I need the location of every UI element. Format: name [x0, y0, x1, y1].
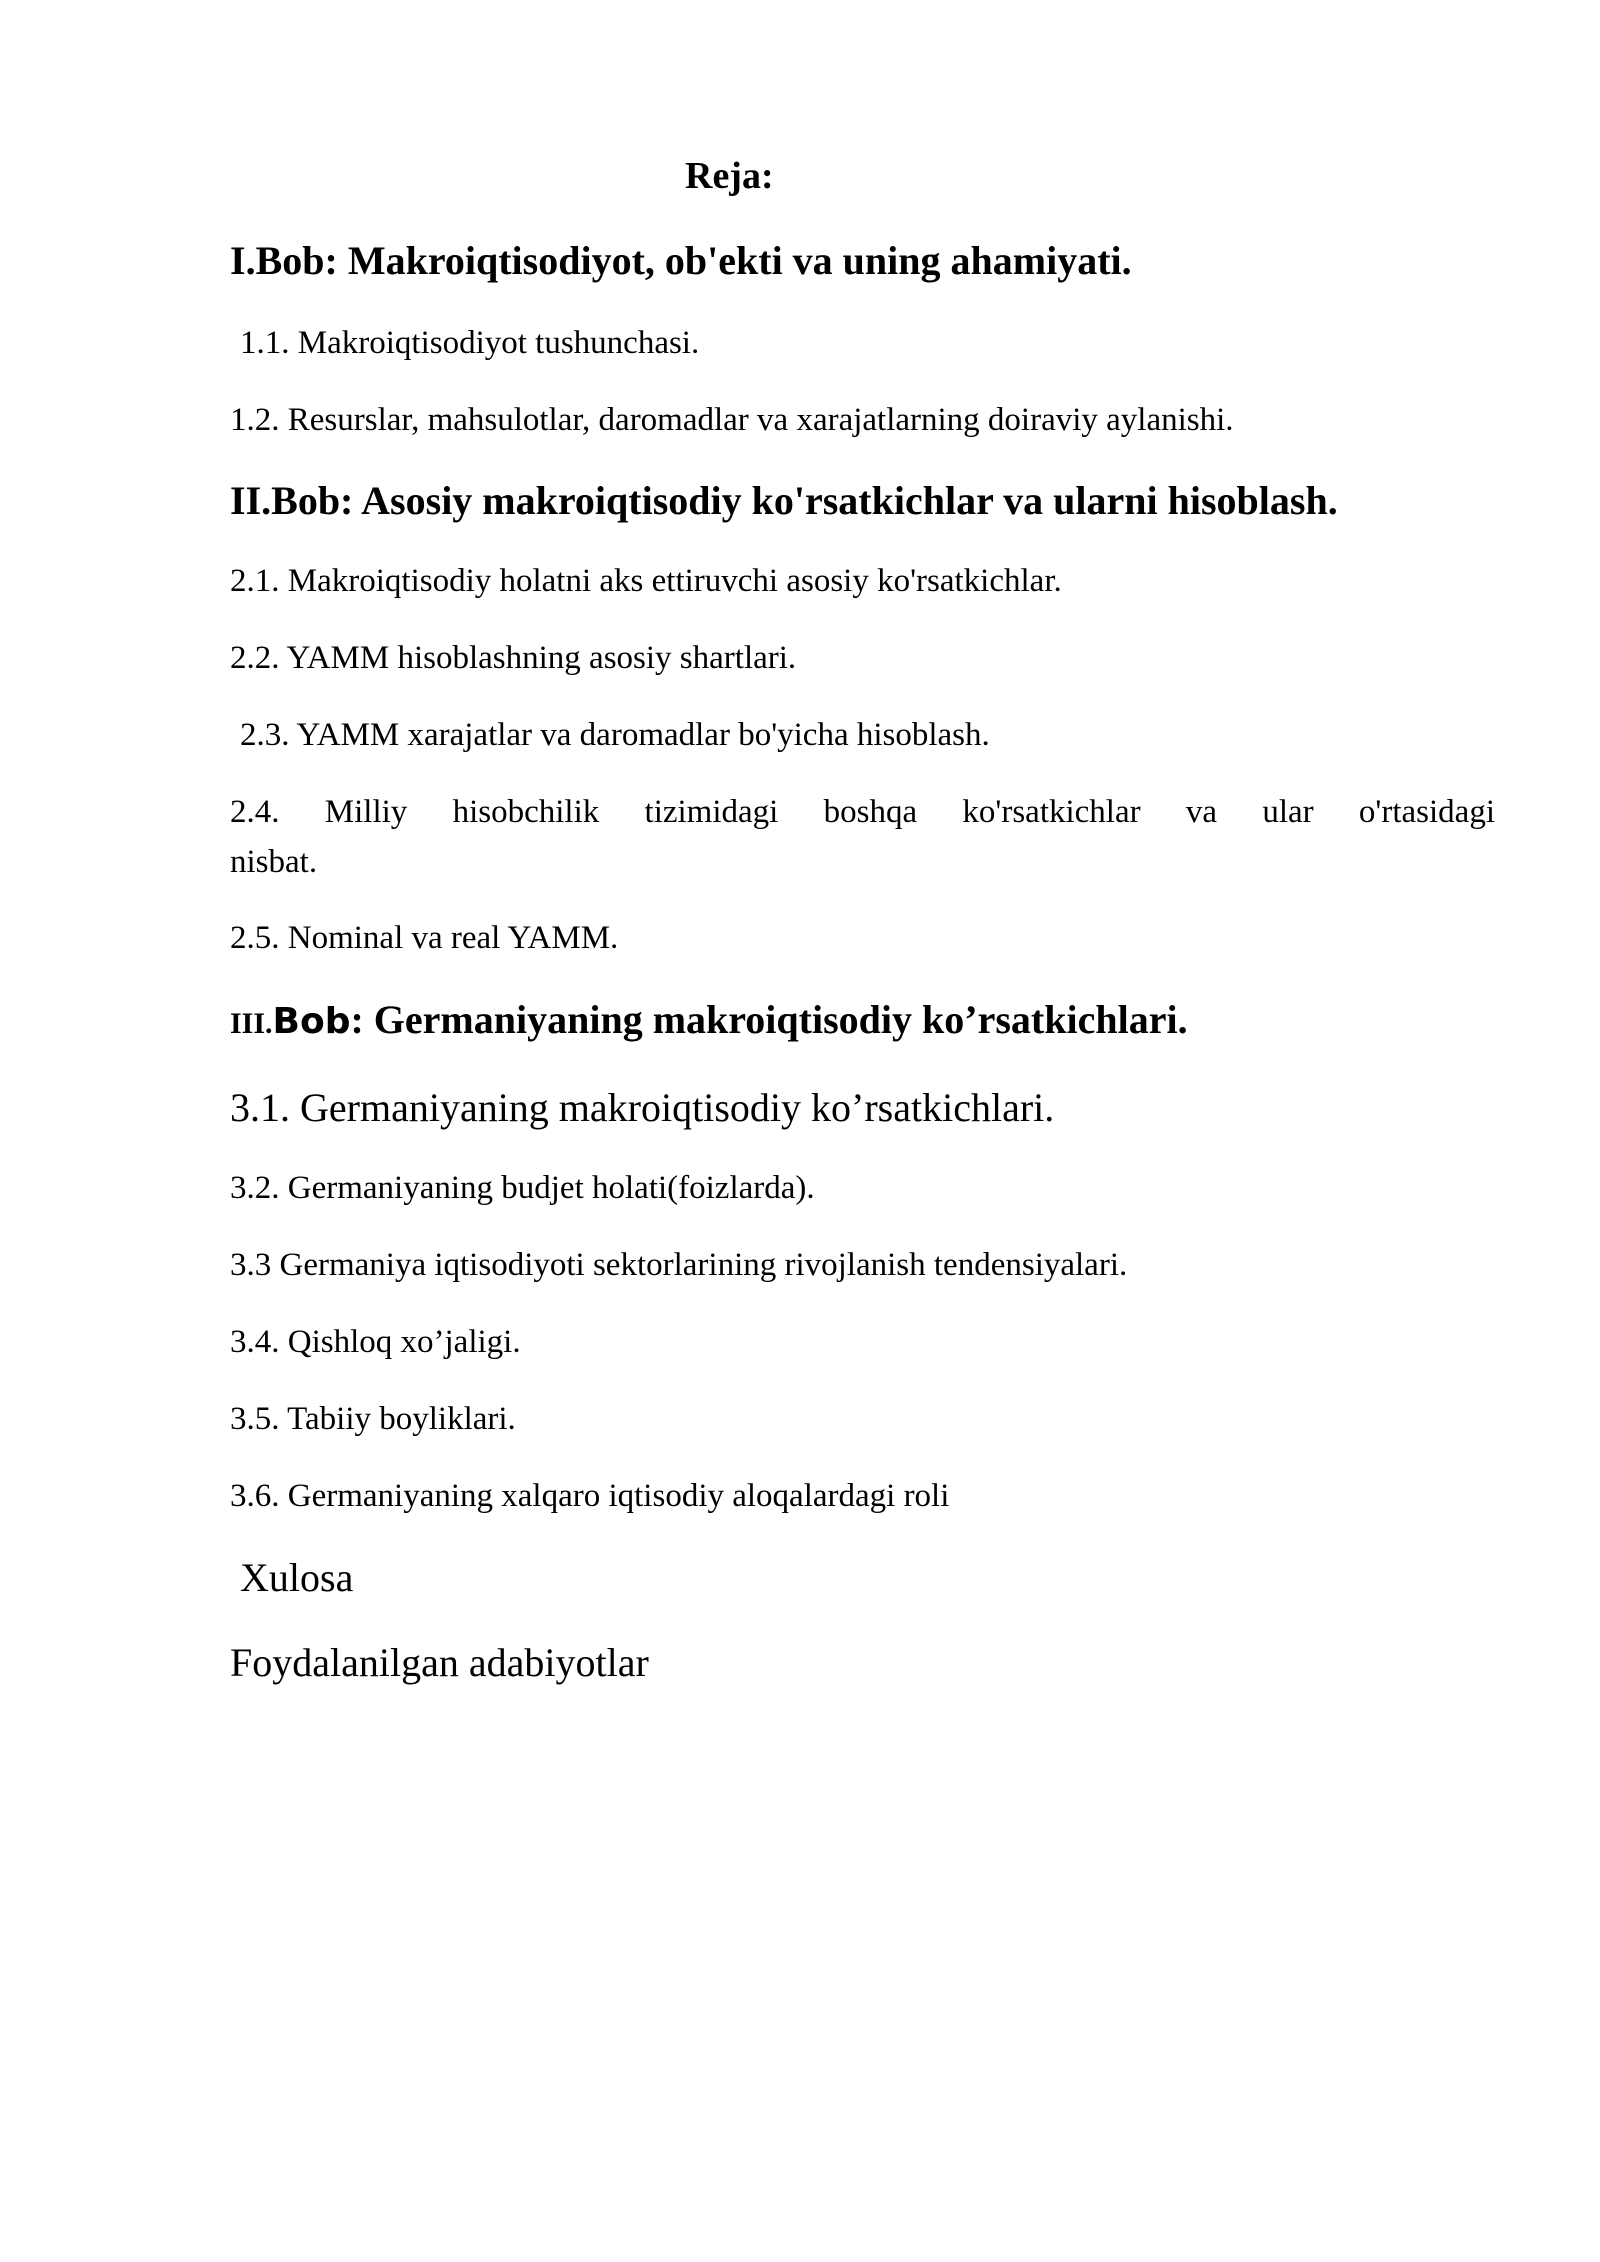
item-3-2: 3.2. Germaniyaning budjet holati(foizlarda). — [230, 1170, 815, 1206]
item-2-4: 2.4. Milliy hisobchilik tizimidagi boshqa ko'rsatkichlar va ular o'rtasidagi — [230, 794, 1495, 830]
item-1-1: 1.1. Makroiqtisodiyot tushunchasi. — [240, 325, 700, 361]
item-3-6: 3.6. Germaniyaning xalqaro iqtisodiy aloqalardagi roli — [230, 1478, 950, 1514]
chapter-2-heading: II.Bob: Asosiy makroiqtisodiy ko'rsatkichlar va ularni hisoblash. — [230, 478, 1338, 523]
chapter-3-heading — [230, 997, 1188, 1043]
item-2-2: 2.2. YAMM hisoblashning asosiy shartlari. — [230, 640, 797, 676]
conclusion: Xulosa — [240, 1555, 354, 1600]
item-3-5: 3.5. Tabiiy boyliklari. — [230, 1401, 516, 1437]
item-1-2: 1.2. Resurslar, mahsulotlar, daromadlar va xarajatlarning doiraviy aylanishi. — [230, 402, 1234, 438]
document-title: Reja: — [685, 155, 774, 197]
chapter-3-title: : Germaniyaning makroiqtisodiy ko’rsatkichlari. — [350, 997, 1188, 1042]
item-3-3: 3.3 Germaniya iqtisodiyoti sektorlarining rivojlanish tendensiyalari. — [230, 1247, 1128, 1283]
chapter-3-prefix: III. — [230, 1007, 273, 1040]
item-2-4-continuation: nisbat. — [230, 844, 318, 880]
chapter-1-heading: I.Bob: Makroiqtisodiyot, ob'ekti va uning ahamiyati. — [230, 238, 1132, 283]
item-2-3: 2.3. YAMM xarajatlar va daromadlar bo'yicha hisoblash. — [240, 717, 990, 753]
item-2-5: 2.5. Nominal va real YAMM. — [230, 920, 619, 956]
references: Foydalanilgan adabiyotlar — [230, 1640, 649, 1685]
chapter-3-bob: Bob — [272, 1001, 351, 1042]
item-3-4: 3.4. Qishloq xo’jaligi. — [230, 1324, 521, 1360]
item-3-1: 3.1. Germaniyaning makroiqtisodiy ko’rsatkichlari. — [230, 1085, 1055, 1130]
item-2-1: 2.1. Makroiqtisodiy holatni aks ettiruvchi asosiy ko'rsatkichlar. — [230, 563, 1062, 599]
